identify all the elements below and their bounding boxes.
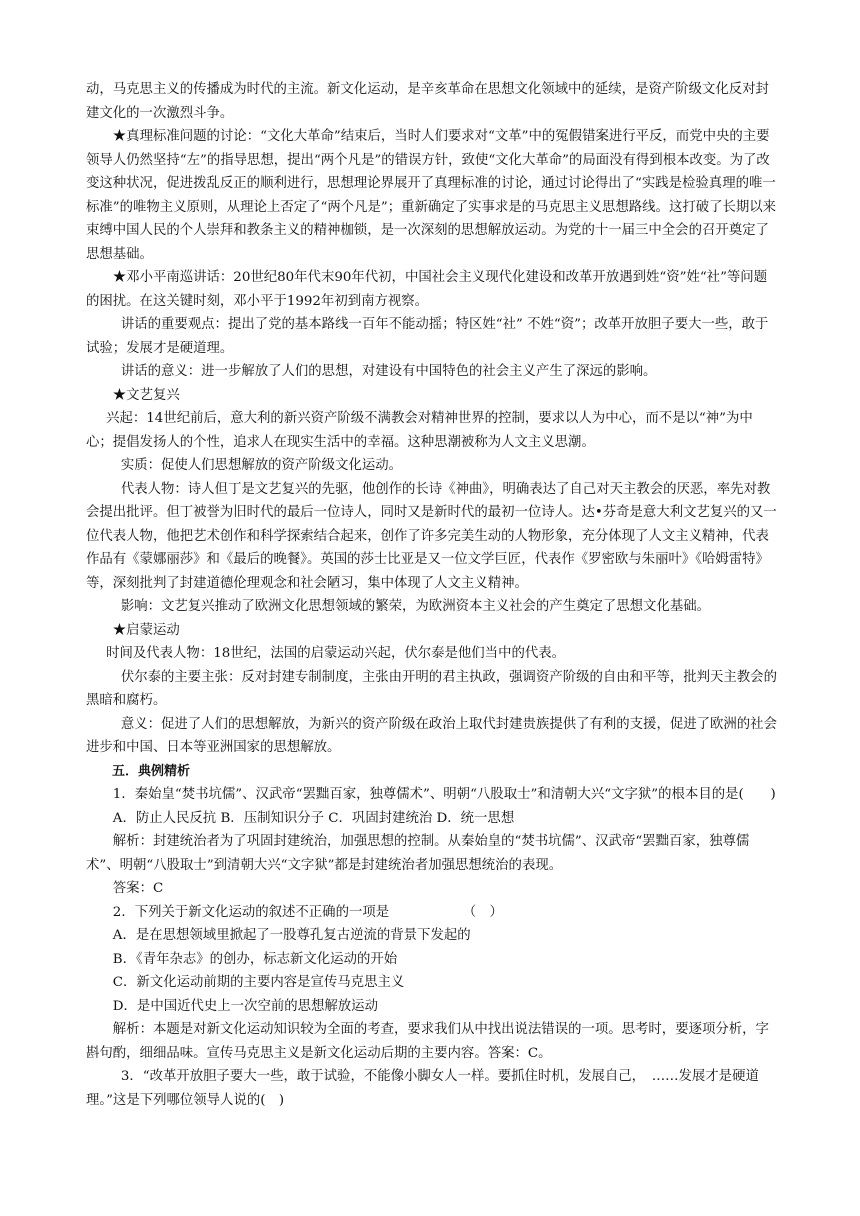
heading-renaissance: ★文艺复兴 xyxy=(112,387,180,403)
question-3: 3．“改革开放胆子要大一些，敢于试验，不能像小脚女人一样。要抓住时机，发展自己， ……发展才是硬道理。”这是下列哪位领导人说的( ) xyxy=(86,1069,759,1108)
question-2-analysis: 解析：本题是对新文化运动知识较为全面的考查，要求我们从中找出说法错误的一项。思考时，要逐项分析，字斟句酌，细细品味。宣传马克思主义是新文化运动后期的主要内容。答案：C。 xyxy=(86,1022,769,1061)
paragraph-enlightenment-time: 时间及代表人物：18世纪，法国的启蒙运动兴起，伏尔泰是他们当中的代表。 xyxy=(106,646,566,661)
paragraph-speech-meaning: 讲话的意义：进一步解放了人们的思想，对建设有中国特色的社会主义产生了深远的影响。 xyxy=(120,364,657,379)
question-1-answer: 答案：C xyxy=(112,881,164,896)
question-2-option-c: C．新文化运动前期的主要内容是宣传马克思主义 xyxy=(112,975,405,990)
paragraph-renaissance-influence: 影响：文艺复兴推动了欧洲文化思想领域的繁荣，为欧洲资本主义社会的产生奠定了思想文化基础。 xyxy=(120,599,711,614)
section-title-examples: 五．典例精析 xyxy=(112,763,191,779)
question-1-options: A．防止人民反抗 B．压制知识分子 C．巩固封建统治 D．统一思想 xyxy=(112,810,515,826)
paragraph-truth-criterion: ★真理标准问题的讨论：“文化大革命”结束后，当时人们要求对“文革”中的冤假错案进行平反，而党中央的主要领导人仍然坚持“左”的指导思想，提出“两个凡是”的错误方针，致使“文化大革命”的局面没有得到根本改变。为了改变这种状况，促进拨乱反正的顺利进行，思想理论界展开了真理标准的讨论，通过讨论得出了“实践是检验真理的唯一标准”的唯物主义原则，从理论上否定了“两个凡是”；重新确定了实事求是的马克思主义思想路线。这打破了长期以来束缚中国人民的个人崇拜和教条主义的精神枷锁，是一次深刻的思想解放运动。为党的十一届三中全会的召开奠定了思想基础。 xyxy=(86,129,777,262)
question-2: 2．下列关于新文化运动的叙述不正确的一项是 （ ） xyxy=(112,904,503,920)
question-2-option-b: B．《青年杂志》的创办，标志新文化运动的开始 xyxy=(112,951,398,967)
paragraph-renaissance-essence: 实质：促使人们思想解放的资产阶级文化运动。 xyxy=(120,458,403,473)
paragraph-voltaire-views: 伏尔泰的主要主张：反对封建专制制度，主张由开明的君主执政，强调资产阶级的自由和平等，批判天主教会的黑暗和腐朽。 xyxy=(86,669,777,708)
question-1-analysis: 解析：封建统治者为了巩固封建统治，加强思想的控制。从秦始皇的“焚书坑儒”、汉武帝“罢黜百家，独尊儒术”、明朝“八股取士”到清朝大兴“文字狱”都是封建统治者加强思想统治的表现。 xyxy=(86,834,750,873)
question-2-option-a: A．是在思想领域里掀起了一股尊孔复古逆流的背景下发起的 xyxy=(112,928,471,943)
paragraph-new-culture-end: 动，马克思主义的传播成为时代的主流。新文化运动，是辛亥革命在思想文化领域中的延续，是资产阶级文化反对封建文化的一次激烈斗争。 xyxy=(86,82,769,121)
paragraph-speech-views: 讲话的重要观点：提出了党的基本路线一百年不能动摇；特区姓“社” 不姓“资”；改革开放胆子要大一些，敢于试验；发展才是硬道理。 xyxy=(86,317,769,356)
paragraph-enlightenment-meaning: 意义：促进了人们的思想解放，为新兴的资产阶级在政治上取代封建贵族提供了有利的支援，促进了欧洲的社会进步和中国、日本等亚洲国家的思想解放。 xyxy=(86,716,777,755)
heading-enlightenment: ★启蒙运动 xyxy=(112,622,180,638)
paragraph-renaissance-figures: 代表人物：诗人但丁是文艺复兴的先驱，他创作的长诗《神曲》，明确表达了自己对天主教会的厌恶，率先对教会提出批评。但丁被誉为旧时代的最后一位诗人，同时又是新时代的最初一位诗人。达•芬奇是意大利文艺复兴的又一位代表人物，他把艺术创作和科学探索结合起来，创作了许多完美生动的人物形象，充分体现了人文主义精神，代表作品有《蒙娜丽莎》和《最后的晚餐》。英国的莎士比亚是又一位文学巨匠，代表作《罗密欧与朱丽叶》《哈姆雷特》等，深刻批判了封建道德伦理观念和社会陋习，集中体现了人文主义精神。 xyxy=(86,481,777,591)
paragraph-deng-southern-tour: ★邓小平南巡讲话：20世纪80年代末90年代初，中国社会主义现代化建设和改革开放遇到姓“资”姓“社”等问题的困扰。在这关键时刻，邓小平于1992年初到南方视察。 xyxy=(86,270,768,309)
question-1: 1．秦始皇“焚书坑儒”、汉武帝“罢黜百家，独尊儒术”、明朝“八股取士”和清朝大兴“文字狱”的根本目的是( ) xyxy=(112,787,776,802)
question-2-option-d: D．是中国近代史上一次空前的思想解放运动 xyxy=(112,998,378,1014)
paragraph-renaissance-rise: 兴起：14世纪前后，意大利的新兴资产阶级不满教会对精神世界的控制，要求以人为中心，而不是以“神”为中心；提倡发扬人的个性，追求人在现实生活中的幸福。这种思潮被称为人文主义思潮。 xyxy=(86,411,753,450)
